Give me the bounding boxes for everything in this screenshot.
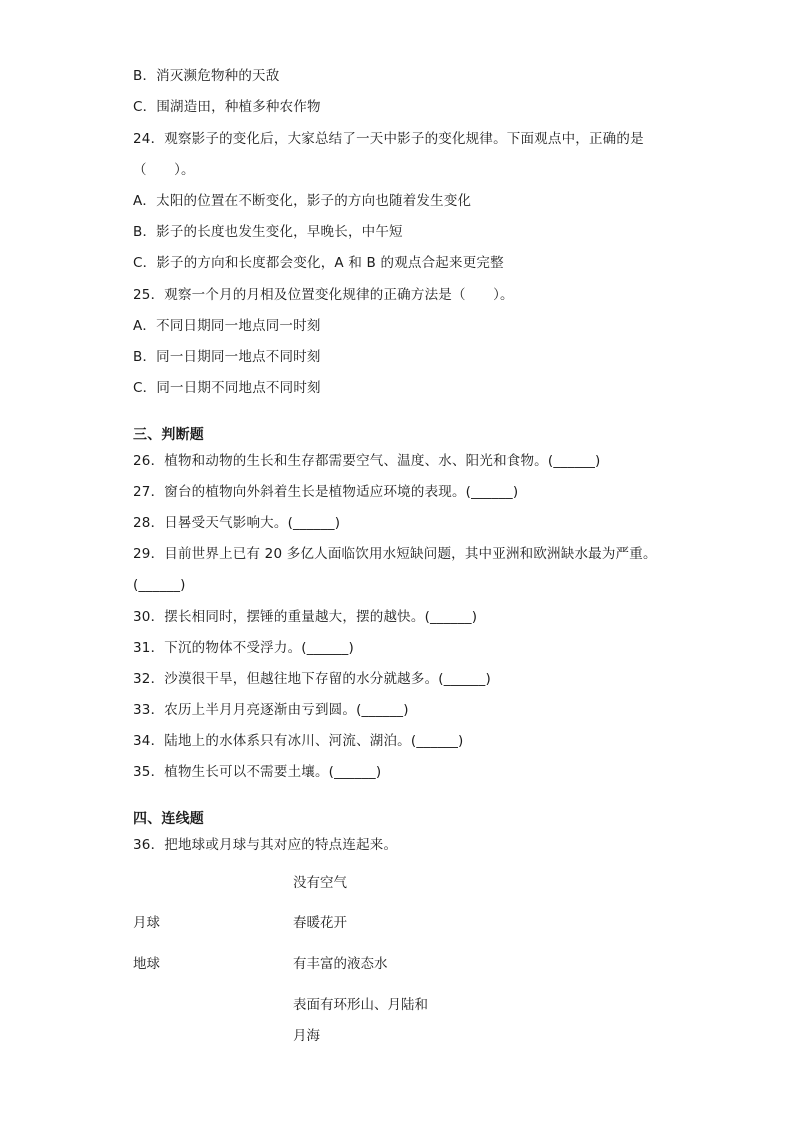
option-24c: C．影子的方向和长度都会变化，A 和 B 的观点合起来更完整 (133, 255, 504, 271)
question-25: 25．观察一个月的月相及位置变化规律的正确方法是（ ）。 (133, 287, 514, 303)
question-31: 31．下沉的物体不受浮力。(______) (133, 640, 354, 656)
option-25b: B．同一日期同一地点不同时刻 (133, 349, 321, 365)
option-23c: C．围湖造田，种植多种农作物 (133, 99, 321, 115)
match-right-item-4: 表面有环形山、月陆和 (293, 997, 428, 1013)
match-left-earth: 地球 (133, 956, 160, 972)
question-30: 30．摆长相同时，摆锤的重量越大，摆的越快。(______) (133, 609, 478, 625)
match-right-item-4-cont: 月海 (293, 1028, 320, 1044)
question-28: 28．日晷受天气影响大。(______) (133, 515, 341, 531)
option-25c: C．同一日期不同地点不同时刻 (133, 380, 321, 396)
question-26: 26．植物和动物的生长和生存都需要空气、温度、水、阳光和食物。(______) (133, 453, 601, 469)
question-27: 27．窗台的植物向外斜着生长是植物适应环境的表现。(______) (133, 484, 519, 500)
question-29: 29．目前世界上已有 20 多亿人面临饮用水短缺问题，其中亚洲和欧洲缺水最为严重。 (133, 546, 657, 562)
question-24-bracket: （ ）。 (133, 162, 195, 178)
question-29-bracket: (______) (133, 577, 186, 593)
match-right-item-2: 春暖花开 (293, 915, 347, 931)
question-36: 36．把地球或月球与其对应的特点连起来。 (133, 837, 398, 853)
question-32: 32．沙漠很干旱，但越往地下存留的水分就越多。(______) (133, 671, 491, 687)
section-4-title: 四、连线题 (133, 811, 204, 827)
question-34: 34．陆地上的水体系只有冰川、河流、湖泊。(______) (133, 733, 464, 749)
option-23b: B．消灭濒危物种的天敌 (133, 68, 280, 84)
match-right-item-1: 没有空气 (293, 875, 347, 891)
match-left-moon: 月球 (133, 915, 160, 931)
match-right-item-3: 有丰富的液态水 (293, 956, 388, 972)
option-24b: B．影子的长度也发生变化，早晚长，中午短 (133, 224, 403, 240)
question-33: 33．农历上半月月亮逐渐由亏到圆。(______) (133, 702, 409, 718)
question-24: 24．观察影子的变化后，大家总结了一天中影子的变化规律。下面观点中，正确的是 (133, 131, 644, 147)
section-3-title: 三、判断题 (133, 427, 204, 443)
option-24a: A．太阳的位置在不断变化，影子的方向也随着发生变化 (133, 193, 472, 209)
question-35: 35．植物生长可以不需要土壤。(______) (133, 764, 382, 780)
option-25a: A．不同日期同一地点同一时刻 (133, 318, 321, 334)
